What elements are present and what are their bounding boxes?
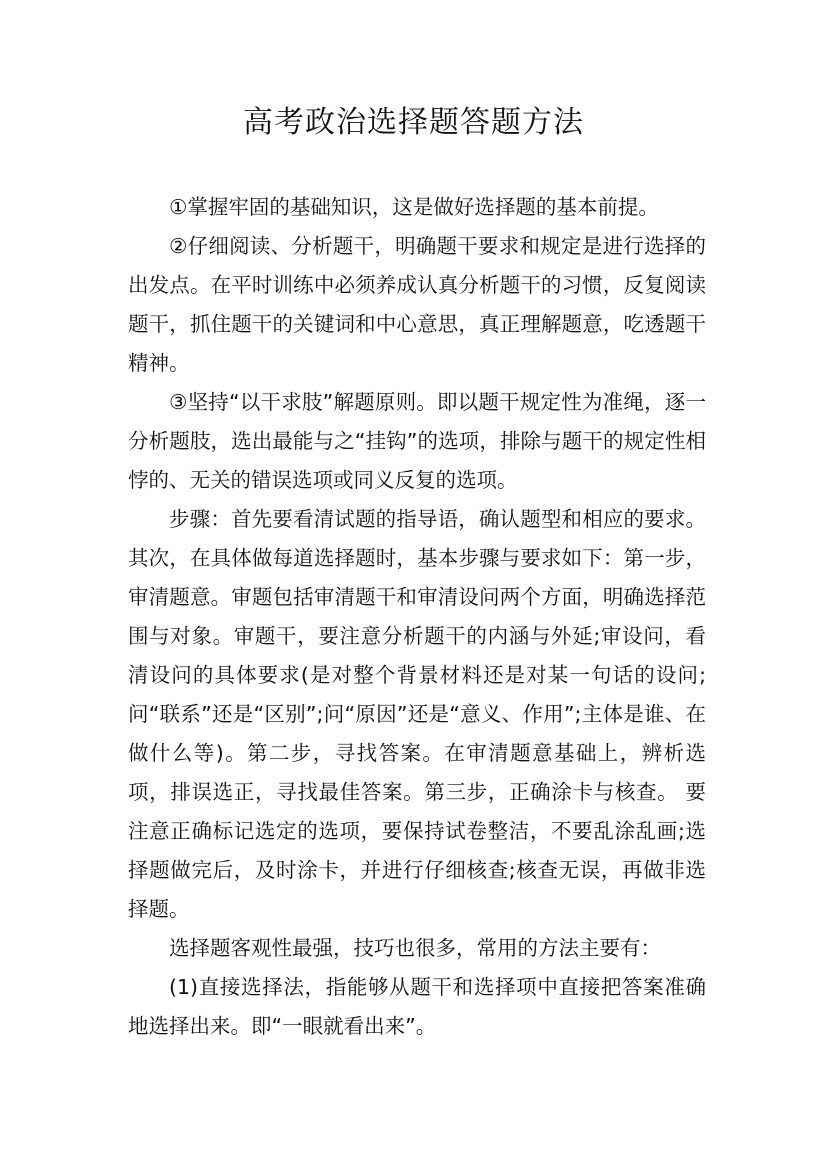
paragraph-6: (1)直接选择法，指能够从题干和选择项中直接把答案准确地选择出来。即“一眼就看出来”。 <box>128 975 706 1038</box>
document-title: 高考政治选择题答题方法 <box>243 105 584 140</box>
document-body <box>128 188 706 1046</box>
paragraph-1: ①掌握牢固的基础知识，这是做好选择题的基本前提。 <box>169 195 659 219</box>
paragraph-4: 步骤：首先要看清试题的指导语，确认题型和相应的要求。其次，在具体做每道选择题时，基本步骤与要求如下：第一步，审清题意。审题包括审清题干和审清设问两个方面，明确选择范围与对象。审题干，要注意分析题干的内涵与外延;审设问，看清设问的具体要求(是对整个背景材料还是对某一句话的设问;问“联系”还是“区别”;问“原因”还是“意义、作用”;主体是谁、在做什么等)。第二步，寻找答案。在审清题意基础上，辨析选项，排误选正，寻找最佳答案。第三步，正确涂卡与核查。 要注意正确标记选定的选项，要保持试卷整洁，不要乱涂乱画;选择题做完后，及时涂卡，并进行仔细核查;核查无误，再做非选择题。 <box>128 507 706 921</box>
paragraph-3: ③坚持“以干求肢”解题原则。即以题干规定性为准绳，逐一分析题肢，选出最能与之“挂钩”的选项，排除与题干的规定性相悖的、无关的错误选项或同义反复的选项。 <box>128 390 706 492</box>
paragraph-5: 选择题客观性最强，技巧也很多，常用的方法主要有： <box>169 936 661 960</box>
paragraph-2: ②仔细阅读、分析题干，明确题干要求和规定是进行选择的出发点。在平时训练中必须养成认真分析题干的习惯，反复阅读题干，抓住题干的关键词和中心意思，真正理解题意，吃透题干精神。 <box>128 234 706 375</box>
